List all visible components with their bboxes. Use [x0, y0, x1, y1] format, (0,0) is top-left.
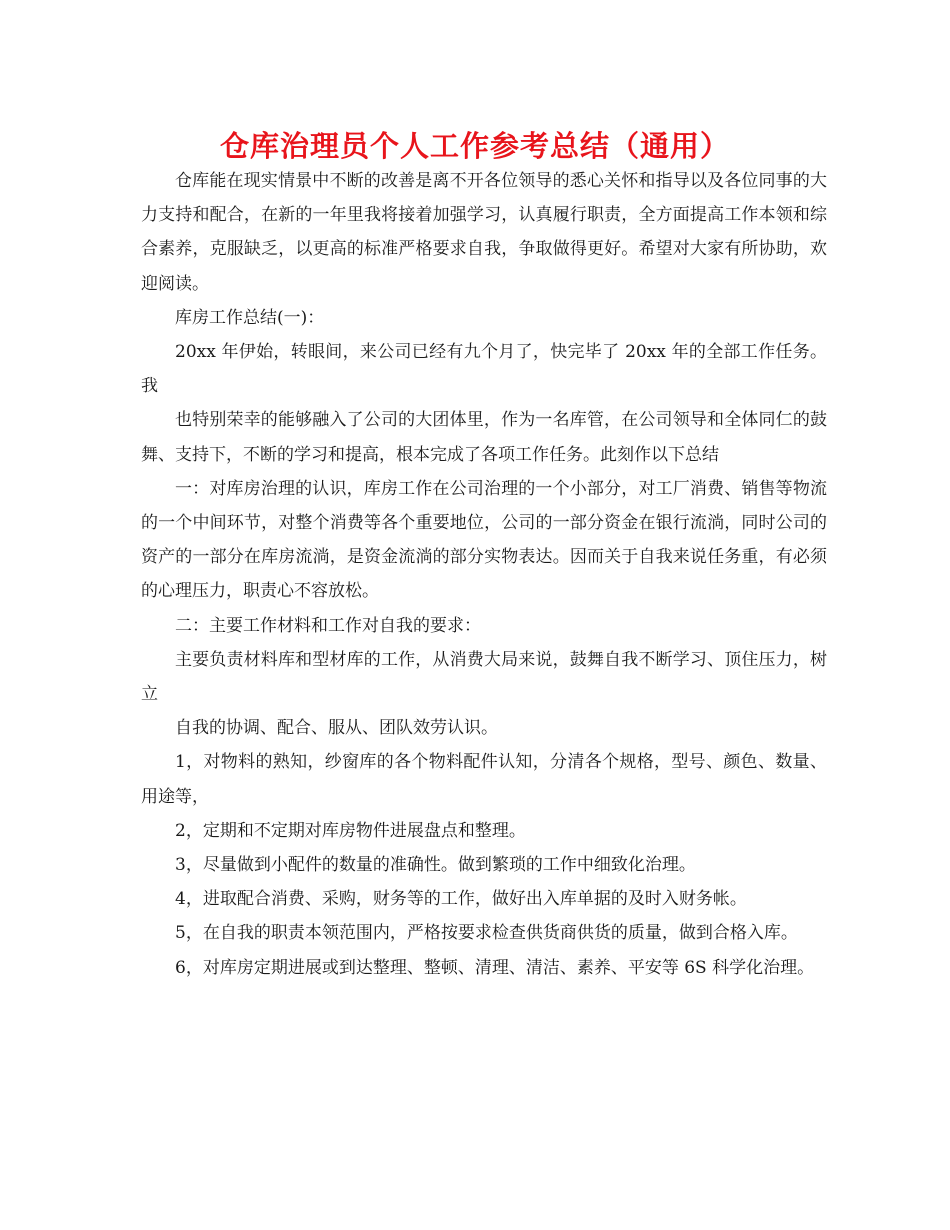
section-heading-warehouse-summary-1: 库房工作总结(一)：	[175, 307, 325, 328]
body-paragraph: 自我的协调、配合、服从、团队效劳认识。	[175, 718, 498, 739]
document-title: 仓库治理员个人工作参考总结（通用）	[219, 129, 730, 163]
body-paragraph: 20xx 年伊始，转眼间，来公司已经有九个月了，快完毕了 20xx 年的全部工作任务。我	[141, 342, 827, 397]
list-item: 6，对库房定期进展或到达整理、整顿、清理、清洁、素养、平安等 6S 科学化治理。	[175, 957, 815, 978]
document-body	[141, 164, 827, 985]
intro-paragraph: 仓库能在现实情景中不断的改善是离不开各位领导的悉心关怀和指导以及各位同事的大力支持和配合，在新的一年里我将接着加强学习，认真履行职责，全方面提高工作本领和综合素养，克服缺乏，以更高的标准严格要求自我，争取做得更好。希望对大家有所协助，欢迎阅读。	[141, 171, 827, 294]
section-heading-requirements: 二：主要工作材料和工作对自我的要求：	[175, 615, 481, 636]
list-item: 5，在自我的职责本领范围内，严格按要求检查供货商供货的质量，做到合格入库。	[175, 923, 798, 944]
body-paragraph: 主要负责材料库和型材库的工作，从消费大局来说，鼓舞自我不断学习、顶住压力，树立	[141, 649, 827, 705]
list-item: 4，进取配合消费、采购，财务等的工作，做好出入库单据的及时入财务帐。	[175, 889, 747, 910]
list-item: 2，定期和不定期对库房物件进展盘点和整理。	[175, 820, 526, 841]
body-paragraph: 一：对库房治理的认识，库房工作在公司治理的一个小部分，对工厂消费、销售等物流的一个中间环节，对整个消费等各个重要地位，公司的一部分资金在银行流淌，同时公司的资产的一部分在库房流淌，是资金流淌的部分实物表达。因而关于自我来说任务重，有必须的心理压力，职责心不容放松。	[141, 478, 827, 602]
body-paragraph: 也特别荣幸的能够融入了公司的大团体里，作为一名库管，在公司领导和全体同仁的鼓舞、支持下，不断的学习和提高，根本完成了各项工作任务。此刻作以下总结	[141, 410, 827, 465]
list-item: 1，对物料的熟知，纱窗库的各个物料配件认知，分清各个规格，型号、颜色、数量、用途等，	[141, 752, 827, 807]
list-item: 3，尽量做到小配件的数量的准确性。做到繁琐的工作中细致化治理。	[175, 855, 696, 876]
